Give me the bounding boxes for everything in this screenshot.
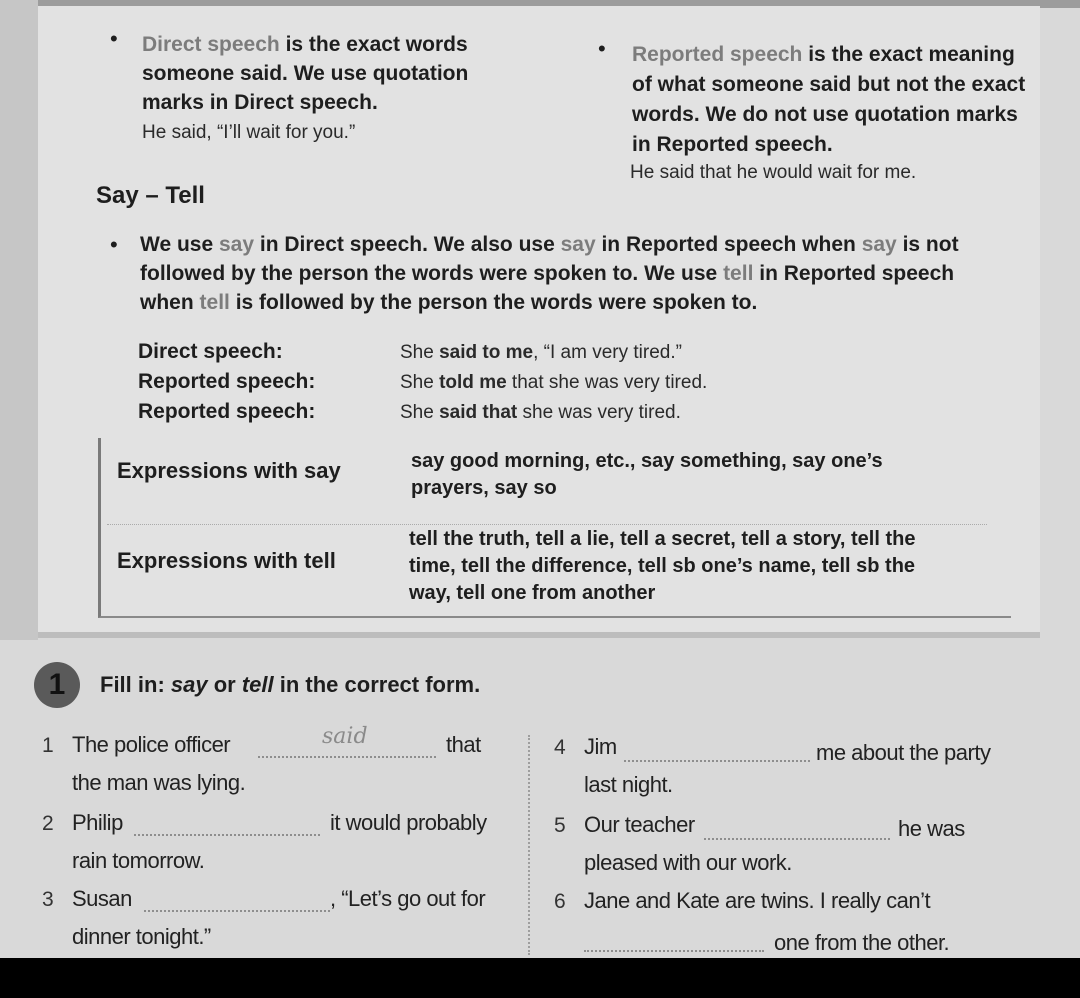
say-tell-rule-line-2: followed by the person the words were spoken to. We use tell in Reported speech: [140, 262, 955, 285]
item-number: 4: [554, 736, 566, 759]
item-number: 6: [554, 890, 566, 913]
reported-speech-rule: [632, 40, 1032, 160]
item-text: Philip: [72, 810, 123, 835]
example-label: Direct speech:: [138, 340, 283, 363]
expressions-say-heading: Expressions with say: [117, 458, 341, 483]
table-divider: [107, 524, 987, 525]
item-text: me about the party: [816, 740, 991, 765]
example-label: Reported speech:: [138, 400, 316, 423]
exercise-number-badge: 1: [34, 662, 80, 708]
say-tell-rule: [140, 230, 1040, 317]
reported-speech-example: He said that he would wait for me.: [630, 162, 917, 183]
bullet-icon: •: [110, 232, 118, 257]
example-sentence: She said that she was very tired.: [400, 402, 681, 423]
direct-speech-example: He said, “I’ll wait for you.”: [142, 122, 356, 143]
item-text: it would probably: [330, 810, 487, 835]
example-label: Reported speech:: [138, 370, 316, 393]
page-margin-strip: [0, 0, 38, 640]
answer-blank[interactable]: [144, 910, 330, 912]
direct-speech-rule: [142, 30, 512, 117]
example-sentence: She told me that she was very tired.: [400, 372, 708, 393]
item-text: , “Let’s go out for: [330, 886, 486, 911]
bullet-icon: •: [598, 36, 606, 61]
item-number: 3: [42, 888, 54, 911]
say-tell-heading: Say – Tell: [96, 182, 205, 209]
item-number: 5: [554, 814, 566, 837]
item-text: last night.: [584, 772, 673, 797]
answer-blank[interactable]: [704, 838, 890, 840]
item-text: Our teacher: [584, 812, 695, 837]
direct-speech-text: is the exact words someone said. We use quotation marks in Direct speech.: [142, 33, 469, 114]
bullet-icon: •: [110, 26, 118, 51]
item-text: rain tomorrow.: [72, 848, 205, 873]
item-text: dinner tonight.”: [72, 924, 211, 949]
item-text: one from the other.: [774, 930, 950, 955]
item-text: the man was lying.: [72, 770, 246, 795]
item-text: Susan: [72, 886, 132, 911]
item-number: 1: [42, 734, 54, 757]
expressions-tell-heading: Expressions with tell: [117, 548, 336, 573]
column-divider: [528, 735, 530, 955]
expressions-say-list: say good morning, etc., say something, say one’s prayers, say so: [411, 450, 883, 499]
item-number: 2: [42, 812, 54, 835]
answer-blank[interactable]: [624, 760, 810, 762]
answer-blank[interactable]: [584, 950, 764, 952]
answer-blank[interactable]: [258, 756, 436, 758]
say-tell-rule-line-1: We use say in Direct speech. We also use say in Reported speech when say is not: [140, 233, 959, 256]
answer-blank[interactable]: [134, 834, 320, 836]
direct-speech-term: Direct speech: [142, 33, 280, 56]
handwritten-answer: said: [322, 724, 368, 749]
item-text: The police officer: [72, 732, 231, 757]
expressions-tell-list: tell the truth, tell a lie, tell a secret, tell a story, tell the time, tell the difference, tell sb one’s name, tell sb the way, tell one from another: [409, 528, 916, 604]
item-text: Jane and Kate are twins. I really can’t: [584, 888, 931, 913]
item-text: that: [446, 732, 481, 757]
item-text: he was: [898, 816, 965, 841]
expressions-table: [98, 438, 1011, 618]
reported-speech-text: is the exact meaning of what someone said but not the exact words. We do not use quotation marks in Reported speech.: [632, 43, 1026, 156]
say-tell-rule-line-3: when tell is followed by the person the words were spoken to.: [140, 291, 758, 314]
reported-speech-term: Reported speech: [632, 43, 803, 66]
exercise-instruction: Fill in: say or tell in the correct form.: [100, 672, 481, 697]
item-text: pleased with our work.: [584, 850, 792, 875]
item-text: Jim: [584, 734, 617, 759]
example-sentence: She said to me, “I am very tired.”: [400, 342, 682, 363]
